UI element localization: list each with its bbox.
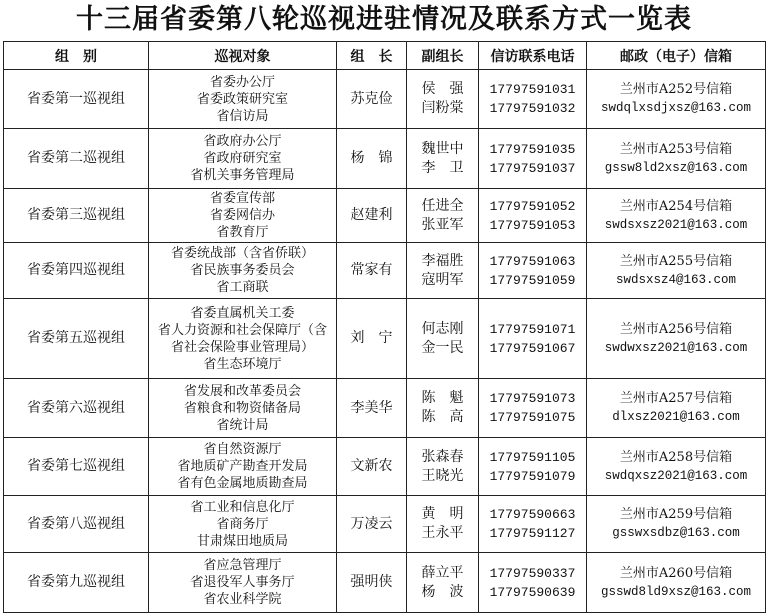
phone-cell xyxy=(479,189,587,243)
targets-cell xyxy=(149,299,337,379)
target-line: 省教育厅 xyxy=(216,225,269,240)
table-row xyxy=(4,129,766,189)
target-line: 省粮食和物资储备局 xyxy=(183,400,301,416)
leader-cell: 杨 锦 xyxy=(337,129,407,189)
phone-cell xyxy=(479,299,587,379)
mailbox-cell xyxy=(587,299,766,379)
targets-cell xyxy=(149,379,337,438)
deputy-name: 张森春 xyxy=(421,448,464,465)
deputy-cell xyxy=(407,189,479,243)
target-line: 省统计局 xyxy=(216,417,269,433)
group-cell: 省委第六巡视组 xyxy=(4,379,149,438)
phone-number: 17797591063 xyxy=(489,253,576,269)
mailbox-cell xyxy=(587,243,766,299)
header-targets: 巡视对象 xyxy=(149,42,337,70)
target-line: 省应急管理厅 xyxy=(203,558,282,573)
deputy-name: 何志刚 xyxy=(421,320,464,337)
table-body xyxy=(4,70,766,613)
deputy-name: 王晓光 xyxy=(421,467,464,484)
mailbox-cell xyxy=(587,379,766,438)
phone-cell xyxy=(479,553,587,613)
target-line: 省社会保险事业管理局） xyxy=(170,339,314,355)
email-address: gssw8ld2xsz@163.com xyxy=(604,160,748,175)
phone-number: 17797591035 xyxy=(489,141,576,157)
postal-mailbox: 兰州市A260号信箱 xyxy=(619,565,733,581)
target-line: 省委统战部（含省侨联） xyxy=(170,246,314,261)
postal-mailbox: 兰州市A255号信箱 xyxy=(619,253,733,269)
table-row xyxy=(4,438,766,496)
phone-number: 17797591032 xyxy=(489,101,576,116)
deputy-cell xyxy=(407,243,479,299)
postal-mailbox: 兰州市A256号信箱 xyxy=(619,321,733,337)
deputy-name: 黄 明 xyxy=(421,506,464,522)
phone-number: 17797591031 xyxy=(489,82,576,97)
header-mailbox: 邮政（电子）信箱 xyxy=(587,42,766,70)
deputy-name: 李福胜 xyxy=(421,252,464,269)
phone-number: 17797591037 xyxy=(489,160,576,176)
phone-number: 17797591073 xyxy=(489,391,576,406)
leader-cell: 李美华 xyxy=(337,379,407,438)
group-cell: 省委第二巡视组 xyxy=(4,129,149,189)
deputy-name: 侯 强 xyxy=(421,81,464,97)
phone-number: 17797591127 xyxy=(489,526,576,541)
postal-mailbox: 兰州市A257号信箱 xyxy=(619,391,733,406)
phone-number: 17797591052 xyxy=(489,198,576,214)
leader-cell: 常家有 xyxy=(337,243,407,299)
target-line: 省发展和改革委员会 xyxy=(183,383,301,399)
phone-cell xyxy=(479,129,587,189)
deputy-cell xyxy=(407,299,479,379)
mailbox-cell xyxy=(587,553,766,613)
table-row xyxy=(4,379,766,438)
target-line: 省有色金属地质勘查局 xyxy=(177,476,308,491)
deputy-name: 陈 魁 xyxy=(421,390,464,406)
deputy-name: 张亚军 xyxy=(421,216,464,233)
email-address: swdsxsz4@163.com xyxy=(615,272,737,287)
group-cell: 省委第一巡视组 xyxy=(4,70,149,129)
deputy-name: 李 卫 xyxy=(421,159,464,176)
target-line: 省机关事务管理局 xyxy=(190,168,295,183)
deputy-cell xyxy=(407,553,479,613)
targets-cell xyxy=(149,129,337,189)
phone-number: 17797590639 xyxy=(489,584,576,600)
targets-cell xyxy=(149,553,337,613)
target-line: 省委办公厅 xyxy=(209,74,275,90)
header-phone: 信访联系电话 xyxy=(479,42,587,70)
page-title: 十三届省委第八轮巡视进驻情况及联系方式一览表 xyxy=(76,4,692,35)
leader-cell: 强明侠 xyxy=(337,553,407,613)
header-leader: 组 长 xyxy=(337,42,407,70)
deputy-cell xyxy=(407,129,479,189)
mailbox-cell xyxy=(587,70,766,129)
phone-number: 17797591075 xyxy=(489,410,576,425)
group-cell: 省委第八巡视组 xyxy=(4,496,149,553)
target-line: 省委宣传部 xyxy=(209,191,275,206)
header-deputy: 副组长 xyxy=(407,42,479,70)
phone-number: 17797591105 xyxy=(489,449,576,465)
target-line: 省工商联 xyxy=(216,280,269,295)
target-line: 省民族事务委员会 xyxy=(190,263,295,278)
targets-cell xyxy=(149,243,337,299)
deputy-cell xyxy=(407,438,479,496)
postal-mailbox: 兰州市A253号信箱 xyxy=(619,141,733,157)
target-line: 省商务厅 xyxy=(216,516,269,532)
phone-number: 17797590337 xyxy=(489,565,576,581)
group-cell: 省委第七巡视组 xyxy=(4,438,149,496)
email-address: dlxsz2021@163.com xyxy=(612,410,740,424)
leader-cell: 刘 宁 xyxy=(337,299,407,379)
email-address: gsswxsdbz@163.com xyxy=(612,526,740,540)
target-line: 省地质矿产勘查开发局 xyxy=(177,459,308,474)
target-line: 省生态环境厅 xyxy=(203,356,282,372)
phone-number: 17797591053 xyxy=(489,217,576,233)
target-line: 省自然资源厅 xyxy=(203,442,282,457)
targets-cell xyxy=(149,496,337,553)
deputy-name: 金一民 xyxy=(421,339,464,356)
targets-cell xyxy=(149,70,337,129)
header-row xyxy=(4,42,766,70)
phone-number: 17797591059 xyxy=(489,272,576,288)
targets-cell xyxy=(149,189,337,243)
phone-cell xyxy=(479,496,587,553)
email-address: swdqlxsdjxsz@163.com xyxy=(600,101,752,115)
deputy-name: 杨 波 xyxy=(421,583,464,600)
target-line: 省政府办公厅 xyxy=(203,134,282,149)
deputy-name: 薛立平 xyxy=(421,564,464,581)
leader-cell: 苏克俭 xyxy=(337,70,407,129)
phone-cell xyxy=(479,438,587,496)
table-row xyxy=(4,243,766,299)
table-row xyxy=(4,496,766,553)
target-line: 省工业和信息化厅 xyxy=(190,499,295,515)
target-line: 甘肃煤田地质局 xyxy=(196,533,288,549)
deputy-cell xyxy=(407,496,479,553)
target-line: 省信访局 xyxy=(216,108,269,124)
phone-cell xyxy=(479,70,587,129)
mailbox-cell xyxy=(587,438,766,496)
header-group: 组 别 xyxy=(4,42,149,70)
postal-mailbox: 兰州市A252号信箱 xyxy=(619,82,733,97)
deputy-name: 王永平 xyxy=(421,525,464,541)
email-address: swdsxsz2021@163.com xyxy=(604,217,748,232)
target-line: 省退役军人事务厅 xyxy=(190,575,295,590)
deputy-name: 寇明军 xyxy=(421,271,464,288)
phone-number: 17797591067 xyxy=(489,340,576,356)
mailbox-cell xyxy=(587,129,766,189)
deputy-name: 任进全 xyxy=(421,197,464,214)
mailbox-cell xyxy=(587,496,766,553)
group-cell: 省委第九巡视组 xyxy=(4,553,149,613)
deputy-name: 魏世中 xyxy=(421,140,464,157)
leader-cell: 文新农 xyxy=(337,438,407,496)
targets-cell xyxy=(149,438,337,496)
group-cell: 省委第三巡视组 xyxy=(4,189,149,243)
leader-cell: 万凌云 xyxy=(337,496,407,553)
postal-mailbox: 兰州市A258号信箱 xyxy=(619,449,733,465)
leader-cell: 赵建利 xyxy=(337,189,407,243)
table-row xyxy=(4,553,766,613)
phone-number: 17797591079 xyxy=(489,468,576,484)
deputy-name: 陈 高 xyxy=(421,409,464,425)
target-line: 省委网信办 xyxy=(209,208,275,223)
target-line: 省人力资源和社会保障厅（含 xyxy=(157,322,327,338)
email-address: swdqxsz2021@163.com xyxy=(604,468,748,483)
target-line: 省政府研究室 xyxy=(203,151,282,166)
phone-cell xyxy=(479,379,587,438)
table-row xyxy=(4,189,766,243)
table-row xyxy=(4,70,766,129)
deputy-name: 闫粉棠 xyxy=(421,100,464,116)
group-cell: 省委第五巡视组 xyxy=(4,299,149,379)
inspection-table xyxy=(3,41,766,613)
target-line: 省农业科学院 xyxy=(203,592,282,607)
mailbox-cell xyxy=(587,189,766,243)
postal-mailbox: 兰州市A254号信箱 xyxy=(619,198,733,214)
group-cell: 省委第四巡视组 xyxy=(4,243,149,299)
deputy-cell xyxy=(407,379,479,438)
phone-cell xyxy=(479,243,587,299)
postal-mailbox: 兰州市A259号信箱 xyxy=(619,507,733,522)
deputy-cell xyxy=(407,70,479,129)
target-line: 省委政策研究室 xyxy=(196,91,288,107)
email-address: gsswd8ld9xsz@163.com xyxy=(600,584,752,599)
table-row xyxy=(4,299,766,379)
target-line: 省委直属机关工委 xyxy=(190,305,295,321)
phone-number: 17797591071 xyxy=(489,321,576,337)
email-address: swdwxsz2021@163.com xyxy=(604,340,748,355)
phone-number: 17797590663 xyxy=(489,507,576,522)
